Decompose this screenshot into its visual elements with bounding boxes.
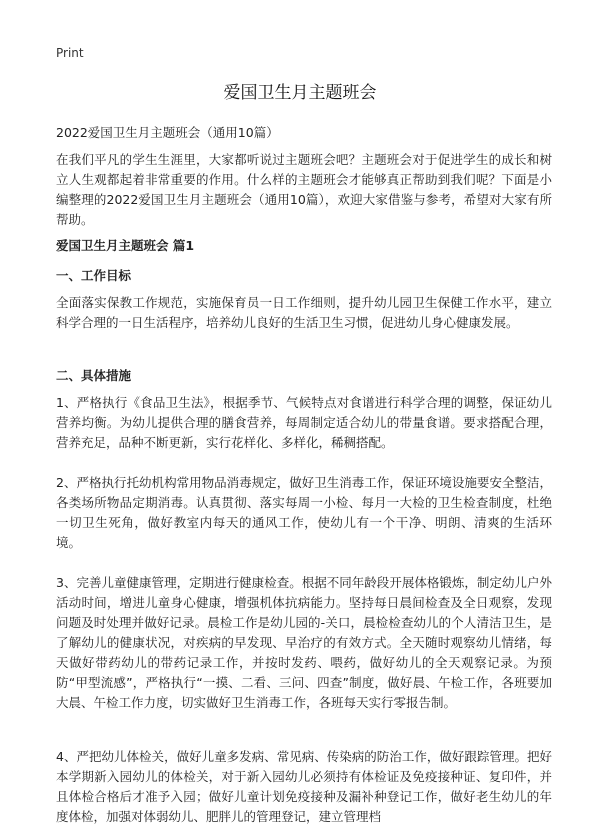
section-heading: 爱国卫生月主题班会 篇1 — [56, 238, 195, 253]
subtitle: 2022爱国卫生月主题班会（通用10篇） — [56, 125, 279, 140]
goal-paragraph: 全面落实保教工作规范，实施保育员一日工作细则，提升幼儿园卫生保健工作水平，建立科学合理的一日生活程序，培养幼儿良好的生活卫生习惯，促进幼儿身心健康发展。 — [56, 295, 552, 330]
print-label: Print — [56, 46, 84, 60]
measure-paragraph-3: 3、完善儿童健康管理，定期进行健康检查。根据不同年龄段开展体格锻炼，制定幼儿户外活动时间，增进儿童身心健康，增强机体抗病能力。坚持每日晨间检查及全日观察，发现问题及时处理并做好记录。晨检工作是幼儿园的-关口，晨检检查幼儿的个人清洁卫生，是了解幼儿的健康状况，对疾病的早发现、早治疗的有效方式。全天随时观察幼儿情绪，每天做好带药幼儿的带药记录工作，并按时发药、喂药，做好幼儿的全天观察记录。为预防“甲型流感”，严格执行“一摸、二看、三问、四查”制度，做好晨、午检工作，各班要加大晨、午检工作力度，切实做好卫生消毒工作，各班每天实行零报告制。 — [56, 575, 552, 710]
measure-paragraph-4: 4、严把幼儿体检关，做好儿童多发病、常见病、传染病的防治工作，做好跟踪管理。把好本学期新入园幼儿的体检关，对于新入园幼儿必须持有体检证及免疫接种证、复印件，并且体检合格后才准予入园；做好儿童计划免疫接种及漏补种登记工作，做好老生幼儿的年度体检，加强对体弱幼儿、肥胖儿的管理登记，建立管理档 — [56, 749, 552, 824]
intro-paragraph: 在我们平凡的学生生涯里，大家都听说过主题班会吧？主题班会对于促进学生的成长和树立人生观都起着非常重要的作用。什么样的主题班会才能够真正帮助到我们呢？下面是小编整理的2022爱国卫生月主题班会（通用10篇），欢迎大家借鉴与参考，希望对大家有所帮助。 — [56, 152, 552, 227]
goal-heading: 一、工作目标 — [56, 268, 132, 283]
page-title: 爱国卫生月主题班会 — [223, 83, 377, 103]
measures-heading: 二、具体措施 — [56, 368, 132, 383]
measure-paragraph-2: 2、严格执行托幼机构常用物品消毒规定，做好卫生消毒工作，保证环境设施要安全整洁，各类场所物品定期消毒。认真贯彻、落实每周一小检、每月一大检的卫生检查制度，杜绝一切卫生死角，做好教室内每天的通风工作，使幼儿有一个干净、明朗、清爽的生活环境。 — [56, 475, 552, 550]
measure-paragraph-1: 1、严格执行《食品卫生法》，根据季节、气候特点对食谱进行科学合理的调整，保证幼儿营养均衡。为幼儿提供合理的膳食营养，每周制定适合幼儿的带量食谱。要求搭配合理，营养充足，品种不断更新，实行花样化、多样化，稀稠搭配。 — [56, 395, 552, 450]
